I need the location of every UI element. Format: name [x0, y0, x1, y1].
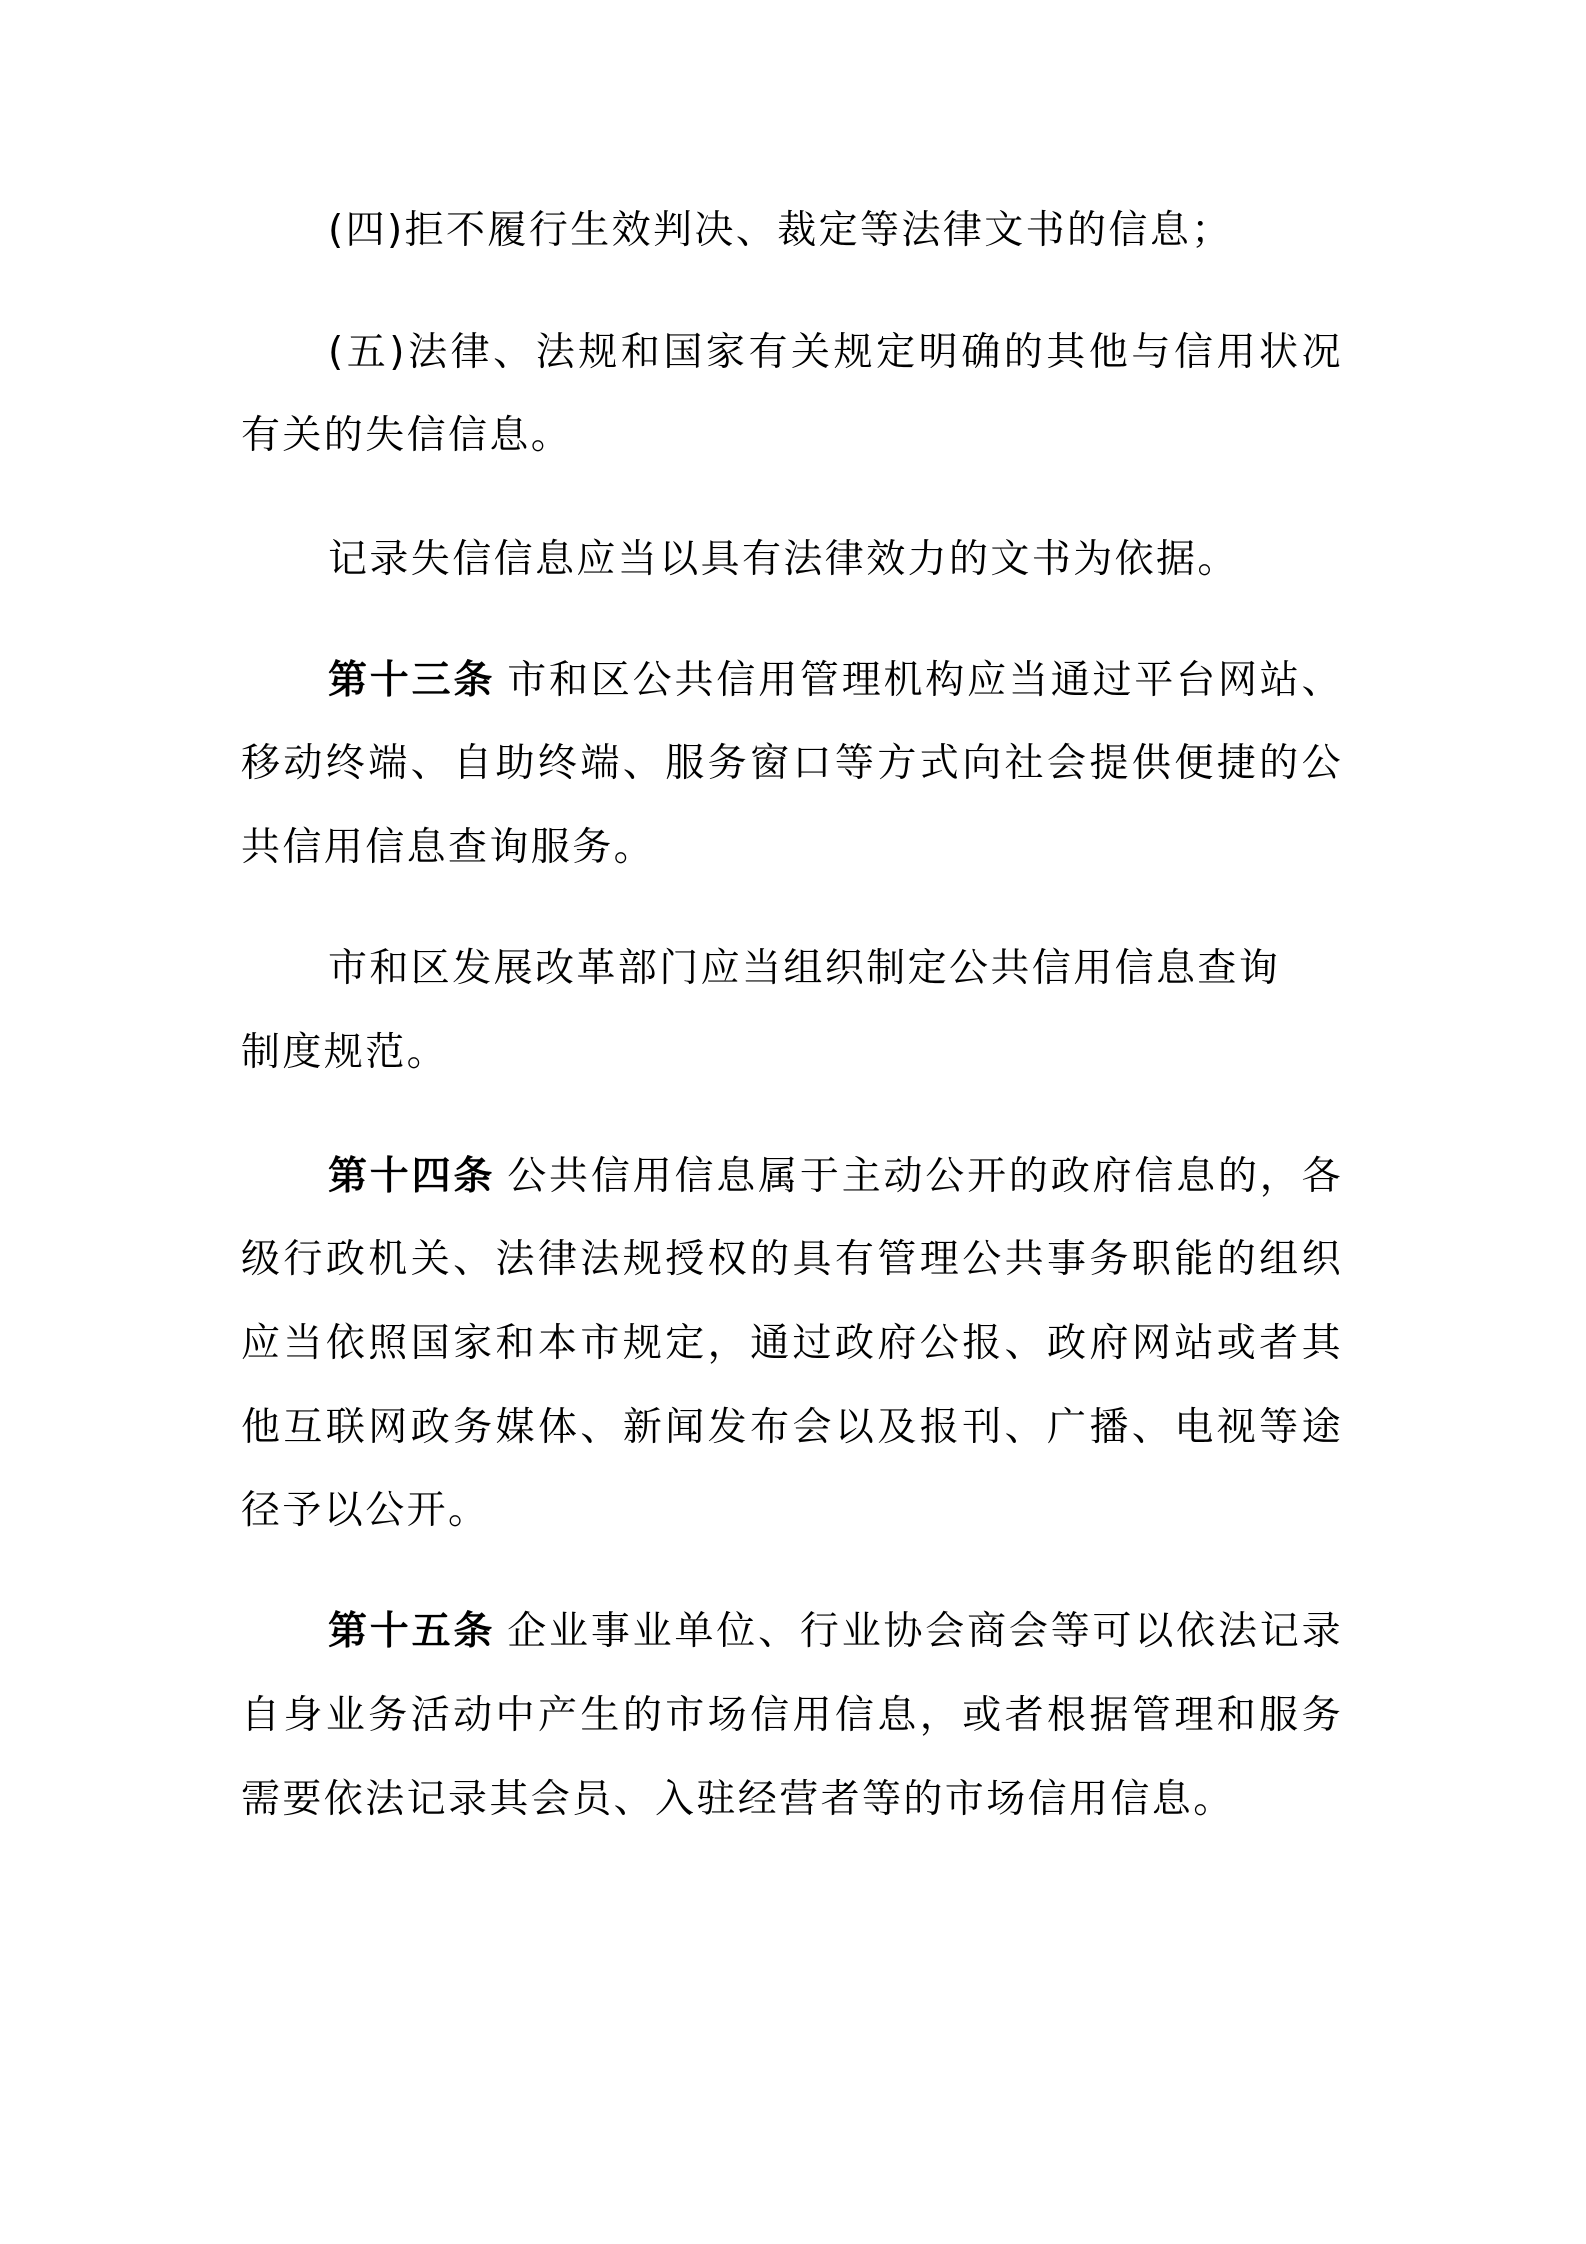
article-13-heading: 第十三条 [328, 658, 496, 703]
article-13-para-2-line-1: 市和区发展改革部门应当组织制定公共信用信息查询 [328, 946, 1281, 991]
paragraph-item-5-line-2: 有关的失信信息。 [241, 413, 573, 458]
paragraph-item-4-line-1: (四)拒不履行生效判决、裁定等法律文书的信息； [328, 208, 1233, 253]
article-13-line-2: 移动终端、自助终端、服务窗口等方式向社会提供便捷的公 [241, 741, 1343, 786]
article-15-line-3: 需要依法记录其会员、入驻经营者等的市场信用信息。 [241, 1777, 1235, 1822]
paragraph-record-basis-line-1: 记录失信信息应当以具有法律效力的文书为依据。 [328, 537, 1239, 582]
article-15-line-2: 自身业务活动中产生的市场信用信息，或者根据管理和服务 [241, 1693, 1343, 1738]
article-13-line-3: 共信用信息查询服务。 [241, 825, 656, 870]
article-13-para-2-line-2: 制度规范。 [241, 1030, 449, 1075]
article-14-text: 公共信用信息属于主动公开的政府信息的，各 [507, 1154, 1343, 1199]
article-14-line-3: 应当依照国家和本市规定，通过政府公报、政府网站或者其 [241, 1321, 1343, 1366]
article-14-line-2: 级行政机关、法律法规授权的具有管理公共事务职能的组织 [241, 1237, 1343, 1282]
article-14-line-4: 他互联网政务媒体、新闻发布会以及报刊、广播、电视等途 [241, 1405, 1343, 1450]
article-14-heading: 第十四条 [328, 1154, 496, 1199]
article-15-heading: 第十五条 [328, 1609, 496, 1654]
article-15-line-1 [328, 1602, 1343, 1662]
article-14-line-5: 径予以公开。 [241, 1488, 490, 1533]
article-13-text: 市和区公共信用管理机构应当通过平台网站、 [507, 658, 1343, 703]
article-14-line-1 [328, 1147, 1343, 1207]
paragraph-item-5-line-1: (五)法律、法规和国家有关规定明确的其他与信用状况 [328, 330, 1343, 375]
article-15-text: 企业事业单位、行业协会商会等可以依法记录 [507, 1609, 1343, 1654]
article-13-line-1 [328, 651, 1343, 711]
